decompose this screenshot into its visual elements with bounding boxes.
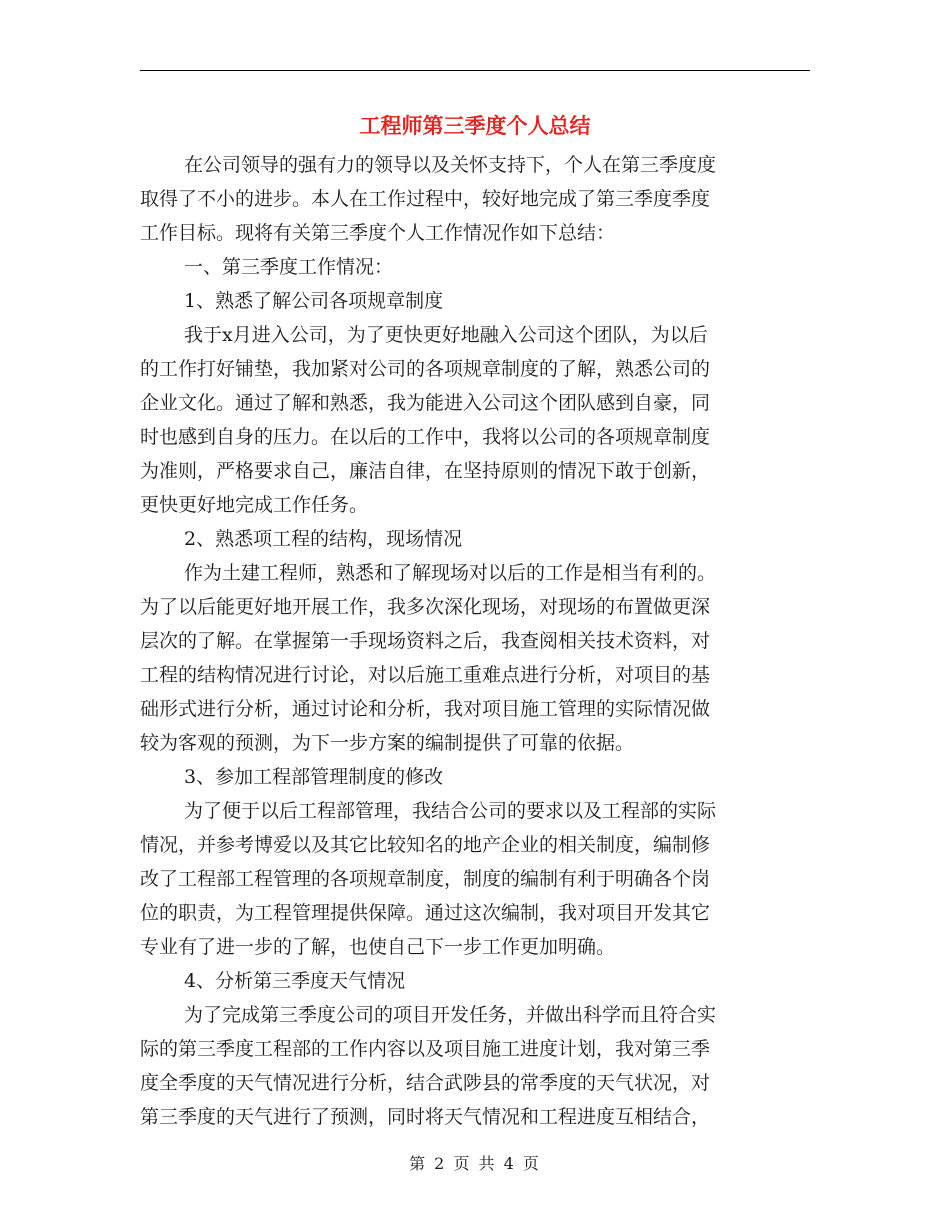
document-title: 工程师第三季度个人总结 [359,114,591,138]
body-line: 3、参加工程部管理制度的修改 [184,766,444,788]
body-line: 2、熟悉项工程的结构，现场情况 [184,528,463,550]
body-line: 第三季度的天气进行了预测，同时将天气情况和工程进度互相结合， [140,1106,711,1128]
body-line: 工程的结构情况进行讨论，对以后施工重难点进行分析，对项目的基 [140,664,711,686]
body-line: 一、第三季度工作情况： [184,256,394,278]
page-number-footer: 第 2 页 共 4 页 [409,1154,541,1173]
body-line: 在公司领导的强有力的领导以及关怀支持下，个人在第三季度度 [184,154,717,176]
document-body [140,148,810,1134]
body-line: 的工作打好铺垫，我加紧对公司的各项规章制度的了解，熟悉公司的 [140,358,711,380]
body-line: 时也感到自身的压力。在以后的工作中，我将以公司的各项规章制度 [140,426,711,448]
body-line: 为了以后能更好地开展工作，我多次深化现场，对现场的布置做更深 [140,596,711,618]
body-line: 作为土建工程师，熟悉和了解现场对以后的工作是相当有利的。 [184,562,717,584]
body-line: 企业文化。通过了解和熟悉，我为能进入公司这个团队感到自豪，同 [140,392,711,414]
body-line: 专业有了进一步的了解，也使自己下一步工作更加明确。 [140,936,616,958]
body-line: 情况，并参考博爱以及其它比较知名的地产企业的相关制度，编制修 [140,834,711,856]
header-rule [140,70,810,71]
body-line: 际的第三季度工程部的工作内容以及项目施工进度计划，我对第三季 [140,1038,711,1060]
body-line: 改了工程部工程管理的各项规章制度，制度的编制有利于明确各个岗 [140,868,711,890]
body-line: 度全季度的天气情况进行分析，结合武陟县的常季度的天气状况，对 [140,1072,711,1094]
body-line: 为了便于以后工程部管理，我结合公司的要求以及工程部的实际 [184,800,717,822]
body-line: 层次的了解。在掌握第一手现场资料之后，我查阅相关技术资料，对 [140,630,711,652]
body-line: 更快更好地完成工作任务。 [140,494,369,516]
body-line: 础形式进行分析，通过讨论和分析，我对项目施工管理的实际情况做 [140,698,711,720]
body-line: 较为客观的预测，为下一步方案的编制提供了可靠的依据。 [140,732,635,754]
body-line: 取得了不小的进步。本人在工作过程中，较好地完成了第三季度季度 [140,188,711,210]
body-line: 1、熟悉了解公司各项规章制度 [184,290,444,312]
body-line: 4、分析第三季度天气情况 [184,970,406,992]
body-line: 为了完成第三季度公司的项目开发任务，并做出科学而且符合实 [184,1004,717,1026]
body-line: 我于x月进入公司，为了更快更好地融入公司这个团队，为以后 [184,324,708,346]
body-line: 位的职责，为工程管理提供保障。通过这次编制，我对项目开发其它 [140,902,711,924]
body-line: 工作目标。现将有关第三季度个人工作情况作如下总结： [140,222,616,244]
body-line: 为准则，严格要求自己，廉洁自律，在坚持原则的情况下敢于创新， [140,460,711,482]
